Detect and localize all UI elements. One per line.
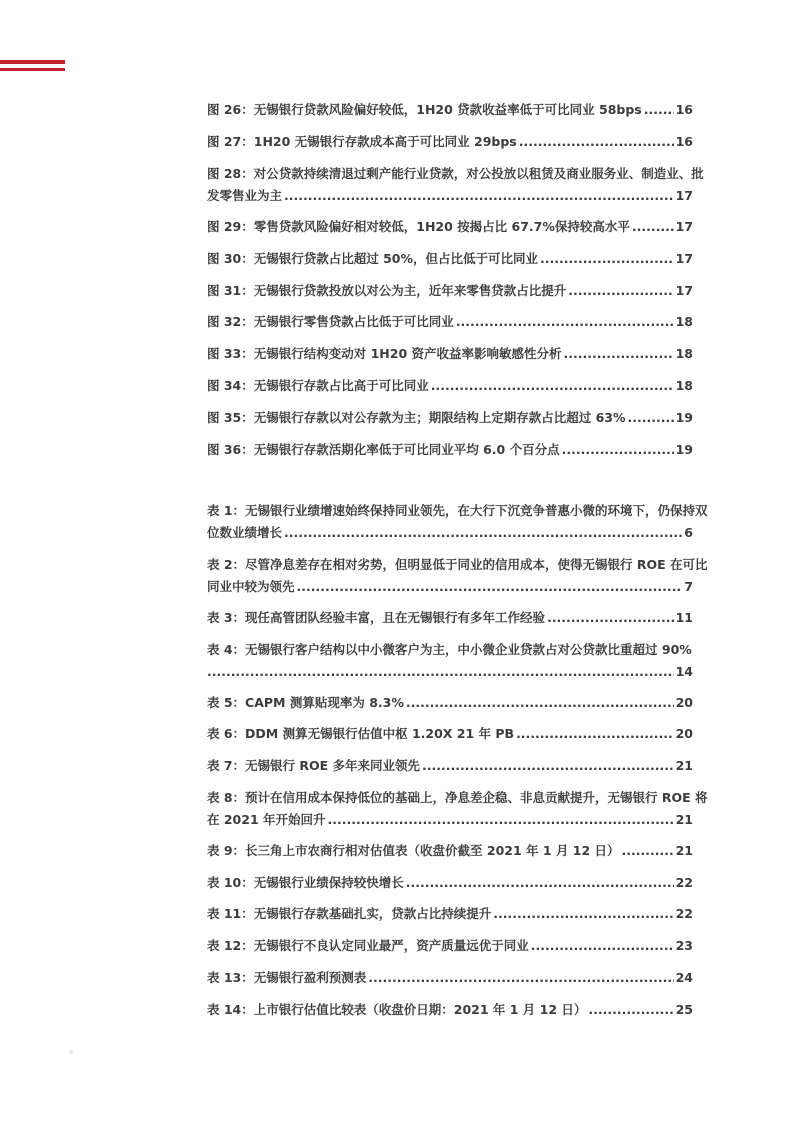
toc-entry[interactable] bbox=[207, 346, 693, 362]
toc-leader bbox=[456, 314, 674, 330]
toc-label: 图 26：无锡银行贷款风险偏好较低，1H20 贷款收益率低于可比同业 58bps bbox=[207, 102, 642, 117]
toc-leader bbox=[406, 875, 674, 891]
toc-leader bbox=[493, 906, 673, 922]
toc-label: 图 35：无锡银行存款以对公存款为主；期限结构上定期存款占比超过 63% bbox=[207, 410, 626, 425]
toc-page: 18 bbox=[675, 346, 693, 361]
toc-leader bbox=[622, 843, 674, 859]
toc-label: 图 30：无锡银行贷款占比超过 50%，但占比低于可比同业 bbox=[207, 251, 539, 266]
toc-page: 22 bbox=[675, 875, 693, 890]
toc-label: 同业中较为领先 bbox=[207, 579, 295, 594]
toc-label: 位数业绩增长 bbox=[207, 525, 283, 540]
toc-page: 17 bbox=[675, 188, 693, 203]
toc-label: 图 27：1H20 无锡银行存款成本高于可比同业 29bps bbox=[207, 134, 517, 149]
toc-leader bbox=[284, 525, 682, 541]
toc-entry[interactable] bbox=[207, 166, 704, 204]
header-accent-bar-top bbox=[0, 60, 65, 64]
toc-entry[interactable] bbox=[207, 843, 693, 859]
toc-leader bbox=[540, 251, 674, 267]
toc-leader bbox=[284, 188, 674, 204]
toc-label: 表 9：长三角上市农商行相对估值表（收盘价截至 2021 年 1 月 12 日） bbox=[207, 843, 620, 858]
toc-leader bbox=[431, 378, 674, 394]
toc-entry[interactable] bbox=[207, 790, 708, 828]
toc-entry[interactable] bbox=[207, 219, 693, 235]
toc-page: 17 bbox=[675, 251, 693, 266]
toc-leader bbox=[588, 1002, 673, 1018]
toc-leader bbox=[297, 579, 683, 595]
toc-page: 7 bbox=[684, 579, 693, 594]
toc-leader bbox=[632, 219, 674, 235]
toc-entry[interactable] bbox=[207, 134, 693, 150]
toc-entry[interactable] bbox=[207, 642, 693, 680]
toc-label: 图 32：无锡银行零售贷款占比低于可比同业 bbox=[207, 314, 454, 329]
toc-page: 16 bbox=[675, 134, 693, 149]
toc-entry[interactable] bbox=[207, 726, 693, 742]
toc-entry[interactable] bbox=[207, 378, 693, 394]
toc-leader bbox=[562, 442, 674, 458]
toc-page: 17 bbox=[675, 219, 693, 234]
toc-entry[interactable] bbox=[207, 442, 693, 458]
toc-page: 21 bbox=[675, 812, 693, 827]
toc-page: 23 bbox=[675, 938, 693, 953]
toc-page: 11 bbox=[675, 610, 693, 625]
toc-leader bbox=[531, 938, 674, 954]
toc-leader bbox=[368, 970, 673, 986]
toc-page: 16 bbox=[675, 102, 693, 117]
toc-leader bbox=[328, 812, 674, 828]
toc-entry[interactable] bbox=[207, 503, 708, 541]
toc-label: 图 33：无锡银行结构变动对 1H20 资产收益率影响敏感性分析 bbox=[207, 346, 562, 361]
toc-label: 表 14：上市银行估值比较表（收盘价日期：2021 年 1 月 12 日） bbox=[207, 1002, 587, 1017]
toc-entry[interactable] bbox=[207, 102, 693, 118]
toc-entry[interactable] bbox=[207, 410, 693, 426]
toc-entry[interactable] bbox=[207, 938, 693, 954]
toc-leader bbox=[547, 610, 674, 626]
toc-entry[interactable] bbox=[207, 695, 693, 711]
toc-page: 6 bbox=[684, 525, 693, 540]
toc-page: 18 bbox=[675, 378, 693, 393]
toc-label: 图 29：零售贷款风险偏好相对较低，1H20 按揭占比 67.7%保持较高水平 bbox=[207, 219, 630, 234]
toc-entry[interactable] bbox=[207, 251, 693, 267]
toc-label: 表 7：无锡银行 ROE 多年来同业领先 bbox=[207, 758, 421, 773]
toc-label: 图 31：无锡银行贷款投放以对公为主，近年来零售贷款占比提升 bbox=[207, 283, 567, 298]
toc-entry[interactable] bbox=[207, 875, 693, 891]
toc-leader bbox=[406, 695, 674, 711]
toc-page: 22 bbox=[675, 906, 693, 921]
toc-entry[interactable] bbox=[207, 610, 693, 626]
toc-entry[interactable] bbox=[207, 314, 693, 330]
page-marker-dot bbox=[69, 1050, 73, 1054]
toc-page: 20 bbox=[675, 695, 693, 710]
toc-label: 图 34：无锡银行存款占比高于可比同业 bbox=[207, 378, 429, 393]
toc-label-line1: 表 2：尽管净息差存在相对劣势，但明显低于同业的信用成本，使得无锡银行 ROE 在可比 bbox=[207, 557, 708, 572]
toc-leader bbox=[422, 758, 674, 774]
toc-entry[interactable] bbox=[207, 1002, 693, 1018]
toc-label: 发零售业为主 bbox=[207, 188, 283, 203]
header-accent-bar-bottom bbox=[0, 68, 65, 71]
toc-leader bbox=[519, 134, 674, 150]
toc-page: 20 bbox=[675, 726, 693, 741]
toc-page: 19 bbox=[675, 410, 693, 425]
toc-label: 表 6：DDM 测算无锡银行估值中枢 1.20X 21 年 PB bbox=[207, 726, 515, 741]
toc-label: 表 11：无锡银行存款基础扎实，贷款占比持续提升 bbox=[207, 906, 492, 921]
toc-label-line1: 表 1：无锡银行业绩增速始终保持同业领先，在大行下沉竞争普惠小微的环境下，仍保持双 bbox=[207, 503, 708, 518]
toc-label: 表 12：无锡银行不良认定同业最严，资产质量远优于同业 bbox=[207, 938, 529, 953]
toc-page: 18 bbox=[675, 314, 693, 329]
toc-leader bbox=[207, 664, 674, 680]
toc-page: 21 bbox=[675, 758, 693, 773]
toc-entry[interactable] bbox=[207, 283, 693, 299]
toc-page: 24 bbox=[675, 970, 693, 985]
toc-entry[interactable] bbox=[207, 557, 708, 595]
toc-leader bbox=[628, 410, 674, 426]
toc-label-line1: 图 28：对公贷款持续清退过剩产能行业贷款，对公投放以租赁及商业服务业、制造业、批 bbox=[207, 166, 704, 181]
toc-leader bbox=[516, 726, 674, 742]
toc-page: 14 bbox=[675, 664, 693, 679]
toc-leader bbox=[564, 346, 674, 362]
toc-page: 17 bbox=[675, 283, 693, 298]
toc-label: 表 3：现任高管团队经验丰富，且在无锡银行有多年工作经验 bbox=[207, 610, 546, 625]
toc-label: 表 13：无锡银行盈利预测表 bbox=[207, 970, 367, 985]
toc-entry[interactable] bbox=[207, 906, 693, 922]
toc-page: 21 bbox=[675, 843, 693, 858]
toc-entry[interactable] bbox=[207, 758, 693, 774]
toc-label: 表 5：CAPM 测算贴现率为 8.3% bbox=[207, 695, 404, 710]
toc-label-line1: 表 8：预计在信用成本保持低位的基础上，净息差企稳、非息贡献提升，无锡银行 ROE 将 bbox=[207, 790, 708, 805]
toc-entry[interactable] bbox=[207, 970, 693, 986]
toc-leader bbox=[568, 283, 673, 299]
toc-label: 图 36：无锡银行存款活期化率低于可比同业平均 6.0 个百分点 bbox=[207, 442, 560, 457]
toc-label: 表 10：无锡银行业绩保持较快增长 bbox=[207, 875, 404, 890]
toc-page: 19 bbox=[675, 442, 693, 457]
toc-leader bbox=[644, 102, 674, 118]
toc-label-line1: 表 4：无锡银行客户结构以中小微客户为主，中小微企业贷款占对公贷款比重超过 90% bbox=[207, 642, 692, 657]
toc-page: 25 bbox=[675, 1002, 693, 1017]
toc-label: 在 2021 年开始回升 bbox=[207, 812, 326, 827]
